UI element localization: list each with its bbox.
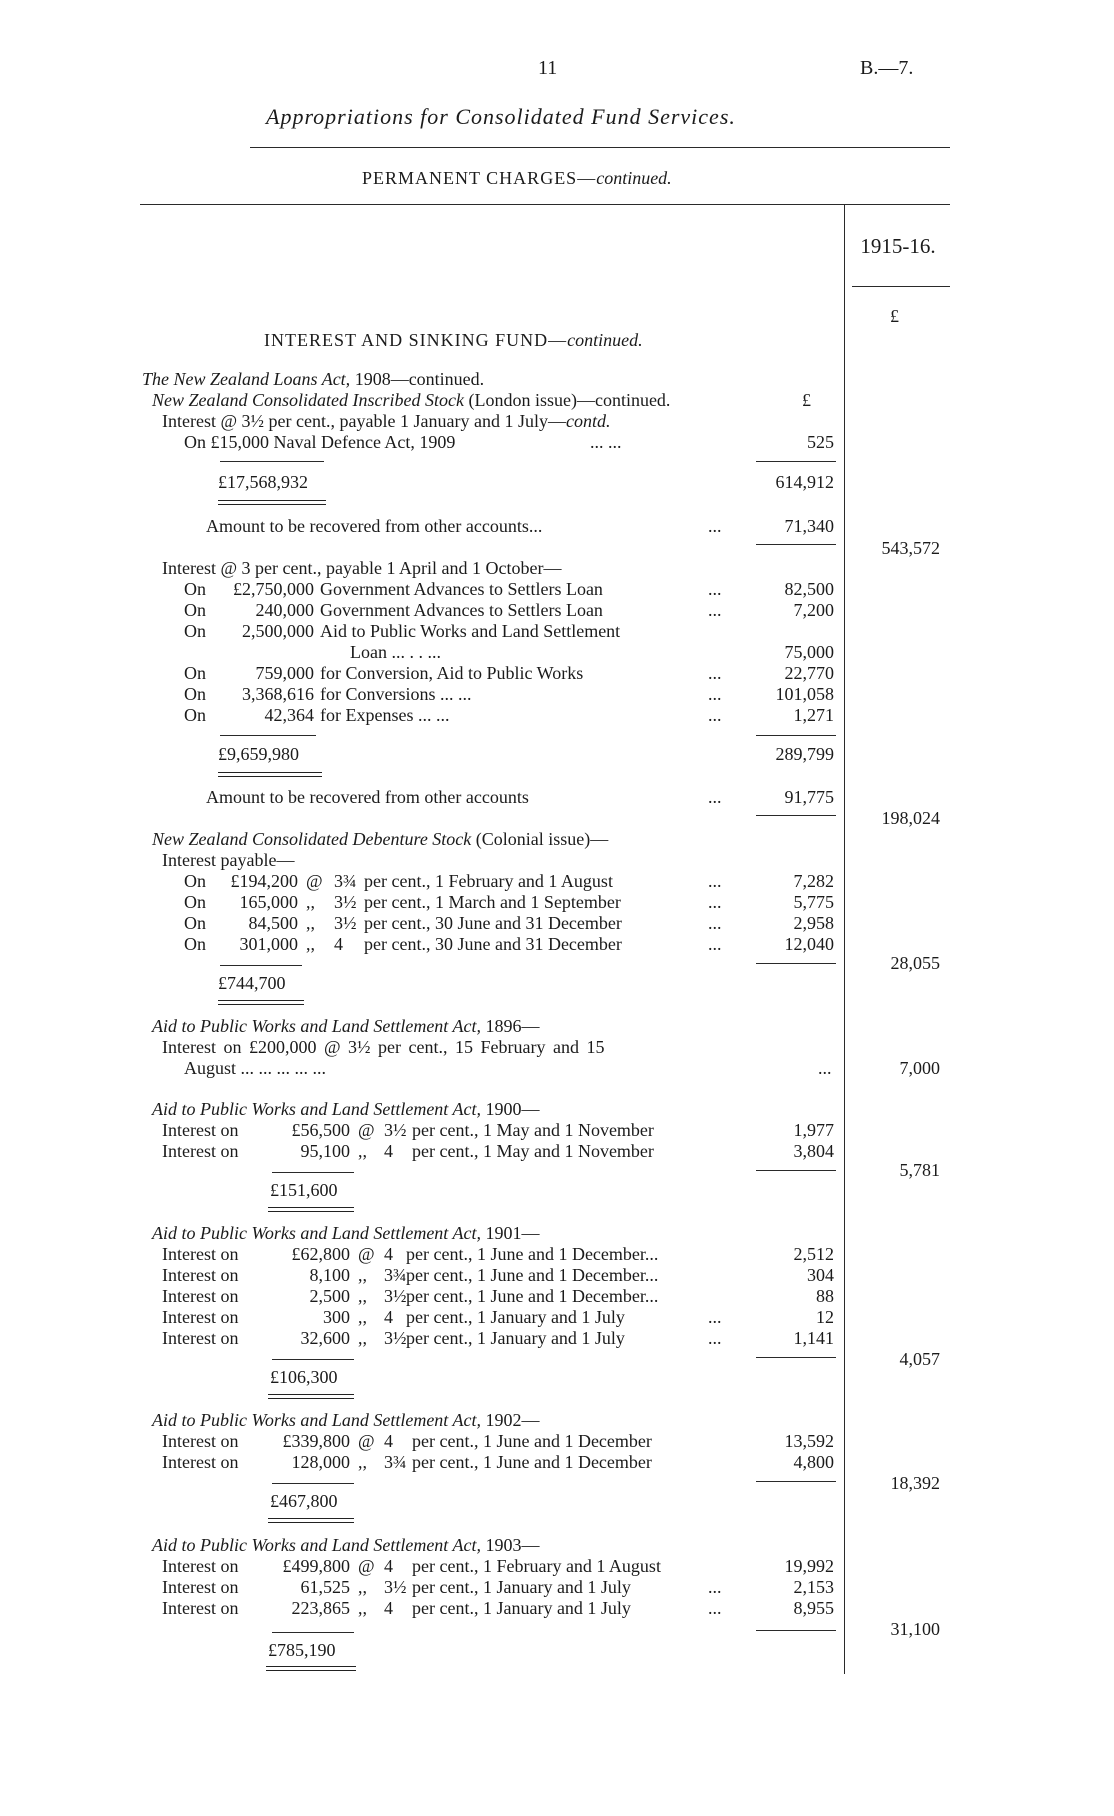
item-amount: 61,525 xyxy=(300,1577,350,1597)
item-label: Interest on xyxy=(162,1265,239,1285)
item-at: ,, xyxy=(358,1598,367,1618)
item-value: 1,977 xyxy=(793,1120,834,1140)
item-desc: for Expenses ... ... xyxy=(320,705,450,725)
item-desc: per cent., 1 May and 1 November xyxy=(412,1141,654,1161)
item-rate: 4 xyxy=(384,1141,393,1161)
total1-value: 614,912 xyxy=(775,472,834,492)
item-on: On xyxy=(184,579,206,599)
act-1908-heading-rest: 1908—continued. xyxy=(350,369,485,389)
act-1903-net-value: 31,100 xyxy=(890,1619,940,1639)
item-at: ,, xyxy=(358,1286,367,1306)
item-desc: per cent., 1 June and 1 December... xyxy=(406,1265,659,1285)
item-value: 1,271 xyxy=(793,705,834,725)
total2-value: 289,799 xyxy=(775,744,834,764)
item-amount: 2,500,000 xyxy=(242,621,314,641)
debenture-value-rule xyxy=(756,963,836,964)
act-1901-heading-rest: 1901— xyxy=(480,1223,540,1243)
item-desc: per cent., 30 June and 31 December xyxy=(364,934,622,954)
act-1900-total-label: £151,600 xyxy=(270,1180,338,1200)
item-amount: 95,100 xyxy=(300,1141,350,1161)
item-desc: for Conversions ... ... xyxy=(320,684,472,704)
item-desc: Aid to Public Works and Land Settlement xyxy=(320,621,621,641)
total1-value-rule xyxy=(756,461,836,462)
item-desc: per cent., 1 January and 1 July xyxy=(406,1307,625,1327)
item-on: On xyxy=(184,871,206,891)
total2-rule xyxy=(220,735,316,736)
section-title-main: INTEREST AND SINKING FUND— xyxy=(264,330,568,350)
item-rate: 3½ xyxy=(334,892,357,912)
item-rate: 4 xyxy=(334,934,343,954)
item-value: 1,141 xyxy=(793,1328,834,1348)
inscribed-stock-rest: (London issue)—continued. xyxy=(463,390,671,410)
total2-value-rule xyxy=(756,735,836,736)
debenture-heading xyxy=(152,829,608,850)
item-at: @ xyxy=(358,1431,375,1451)
item-desc: per cent., 1 March and 1 September xyxy=(364,892,621,912)
item-rate: 3½ xyxy=(334,913,357,933)
item-at: @ xyxy=(358,1556,375,1576)
recovered1-label: Amount to be recovered from other accounts... xyxy=(206,516,543,536)
item-on: On xyxy=(184,705,206,725)
recovered2-rule xyxy=(756,815,836,816)
item-amount: £499,800 xyxy=(282,1556,350,1576)
item-value: 22,770 xyxy=(784,663,834,683)
inscribed-stock-heading xyxy=(152,390,670,411)
item-desc: per cent., 1 June and 1 December... xyxy=(406,1244,659,1264)
item-value: 2,153 xyxy=(793,1577,834,1597)
act-1901-value-rule xyxy=(756,1357,836,1358)
item-value: 82,500 xyxy=(784,579,834,599)
section-subtitle xyxy=(362,168,672,189)
item-label: Interest on xyxy=(162,1452,239,1472)
act-1896-heading-italic: Aid to Public Works and Land Settlement Act, xyxy=(152,1016,481,1036)
item-value: 5,775 xyxy=(793,892,834,912)
year-column-border xyxy=(844,204,845,1674)
interest-3-line: Interest @ 3 per cent., payable 1 April and 1 October— xyxy=(162,558,562,578)
act-1896-line1: Interest on £200,000 @ 3½ per cent., 15 February and 15 xyxy=(162,1037,605,1057)
subtitle-continued: continued. xyxy=(596,168,672,188)
recovered2-dots: ... xyxy=(708,787,722,807)
item-value: 101,058 xyxy=(775,684,834,704)
item-rate: 4 xyxy=(384,1598,393,1618)
item-rate: 3½ xyxy=(384,1328,407,1348)
item-dots: ... xyxy=(708,705,722,725)
act-1903-heading xyxy=(152,1535,539,1556)
debenture-heading-italic: New Zealand Consolidated Debenture Stock xyxy=(152,829,472,849)
item-label: Interest on xyxy=(162,1431,239,1451)
item-value: 75,000 xyxy=(784,642,834,662)
act-1901-double-rule xyxy=(268,1394,354,1399)
item-rate: 3¾ xyxy=(384,1452,407,1472)
act-1908-heading xyxy=(142,369,484,390)
act-1896-dots: ... xyxy=(818,1058,832,1078)
item-desc: per cent., 1 February and 1 August xyxy=(364,871,613,891)
act-1902-value-rule xyxy=(756,1481,836,1482)
item-value: 12 xyxy=(816,1307,834,1327)
item-at: ,, xyxy=(358,1307,367,1327)
item-desc: per cent., 1 February and 1 August xyxy=(412,1556,661,1576)
recovered1-value: 71,340 xyxy=(784,516,834,536)
item-value: 88 xyxy=(816,1286,834,1306)
item-desc: per cent., 1 January and 1 July xyxy=(406,1328,625,1348)
debenture-heading-rest: (Colonial issue)— xyxy=(471,829,609,849)
item-dots: ... xyxy=(708,663,722,683)
act-1901-heading xyxy=(152,1223,539,1244)
recovered2-value: 91,775 xyxy=(784,787,834,807)
item-value: 12,040 xyxy=(784,934,834,954)
item-dots: ... xyxy=(708,934,722,954)
section-title xyxy=(264,330,643,351)
item-amount: 165,000 xyxy=(239,892,298,912)
item-amount: 84,500 xyxy=(248,913,298,933)
item-value: 13,592 xyxy=(784,1431,834,1451)
naval-defence-label: On £15,000 Naval Defence Act, 1909 xyxy=(184,432,456,452)
item-on: On xyxy=(184,684,206,704)
item-on: On xyxy=(184,913,206,933)
item-desc: per cent., 1 January and 1 July xyxy=(412,1577,631,1597)
item-value: 2,512 xyxy=(793,1244,834,1264)
total1-label: £17,568,932 xyxy=(218,472,308,492)
item-at: @ xyxy=(358,1244,375,1264)
recovered1-rule xyxy=(756,544,836,545)
item-amount: £194,200 xyxy=(230,871,298,891)
item-desc: per cent., 1 June and 1 December xyxy=(412,1431,652,1451)
act-1900-heading-italic: Aid to Public Works and Land Settlement Act, xyxy=(152,1099,481,1119)
item-label: Interest on xyxy=(162,1286,239,1306)
item-on: On xyxy=(184,892,206,912)
item-label: Interest on xyxy=(162,1120,239,1140)
section-title-continued: continued. xyxy=(567,330,643,350)
act-1901-total-rule xyxy=(272,1359,354,1360)
act-1903-heading-italic: Aid to Public Works and Land Settlement Act, xyxy=(152,1535,481,1555)
page-title: Appropriations for Consolidated Fund Services. xyxy=(266,104,736,129)
act-1902-heading-italic: Aid to Public Works and Land Settlement Act, xyxy=(152,1410,481,1430)
item-amount: 42,364 xyxy=(264,705,314,725)
item-amount: 128,000 xyxy=(291,1452,350,1472)
year-unit: £ xyxy=(890,306,899,326)
naval-defence-dots: ... ... xyxy=(590,432,622,452)
item-amount: £339,800 xyxy=(282,1431,350,1451)
item-label: Interest on xyxy=(162,1244,239,1264)
item-at: ,, xyxy=(306,892,315,912)
item-on: On xyxy=(184,934,206,954)
item-desc: per cent., 1 May and 1 November xyxy=(412,1120,654,1140)
item-value: 4,800 xyxy=(793,1452,834,1472)
item-value: 8,955 xyxy=(793,1598,834,1618)
item-label: Interest on xyxy=(162,1141,239,1161)
act-1902-net-value: 18,392 xyxy=(890,1473,940,1493)
interest-3-5-text: Interest @ 3½ per cent., payable 1 January and 1 July— xyxy=(162,411,566,431)
act-1901-total-label: £106,300 xyxy=(270,1367,338,1387)
item-label: Interest on xyxy=(162,1598,239,1618)
table-top-rule xyxy=(140,204,950,205)
item-amount: 3,368,616 xyxy=(242,684,314,704)
act-1903-double-rule xyxy=(266,1666,356,1671)
item-value: 3,804 xyxy=(793,1141,834,1161)
act-1900-heading-rest: 1900— xyxy=(480,1099,540,1119)
net1-value: 543,572 xyxy=(881,538,940,558)
act-1900-heading xyxy=(152,1099,539,1120)
page-number: 11 xyxy=(538,57,558,79)
net2-value: 198,024 xyxy=(881,808,940,828)
total2-double-rule xyxy=(218,772,322,777)
act-1903-value-rule xyxy=(756,1630,836,1631)
item-label: Interest on xyxy=(162,1556,239,1576)
item-at: ,, xyxy=(358,1328,367,1348)
item-value: 304 xyxy=(807,1265,834,1285)
item-dots: ... xyxy=(708,1328,722,1348)
item-rate: 4 xyxy=(384,1307,393,1327)
subtitle-main: PERMANENT CHARGES— xyxy=(362,168,597,188)
item-at: @ xyxy=(306,871,323,891)
item-rate: 3¾ xyxy=(334,871,357,891)
document-code: B.—7. xyxy=(860,57,914,79)
item-rate: 3½ xyxy=(384,1120,407,1140)
interest-payable: Interest payable— xyxy=(162,850,295,870)
item-at: @ xyxy=(358,1120,375,1140)
item-dots: ... xyxy=(708,1598,722,1618)
item-amount: £56,500 xyxy=(291,1120,350,1140)
item-dots: ... xyxy=(708,913,722,933)
act-1902-heading-rest: 1902— xyxy=(480,1410,540,1430)
item-amount: 223,865 xyxy=(291,1598,350,1618)
act-1896-heading-rest: 1896— xyxy=(480,1016,540,1036)
year-heading-rule xyxy=(852,286,950,287)
act-1903-total-label: £785,190 xyxy=(268,1640,336,1660)
debenture-total-label: £744,700 xyxy=(218,973,286,993)
item-label: Interest on xyxy=(162,1328,239,1348)
item-at: ,, xyxy=(306,934,315,954)
total2-label: £9,659,980 xyxy=(218,744,299,764)
year-heading: 1915-16. xyxy=(860,234,936,258)
act-1901-net-value: 4,057 xyxy=(899,1349,940,1369)
item-value: 7,200 xyxy=(793,600,834,620)
item-on: On xyxy=(184,621,206,641)
act-1900-total-rule xyxy=(272,1172,354,1173)
item-dots: ... xyxy=(708,892,722,912)
act-1902-double-rule xyxy=(268,1518,354,1523)
debenture-net-value: 28,055 xyxy=(890,953,940,973)
act-1900-value-rule xyxy=(756,1170,836,1171)
act-1902-total-rule xyxy=(272,1483,354,1484)
item-at: ,, xyxy=(358,1577,367,1597)
item-amount: 32,600 xyxy=(300,1328,350,1348)
item-amount: 759,000 xyxy=(255,663,314,683)
recovered1-dots: ... xyxy=(708,516,722,536)
naval-defence-value: 525 xyxy=(807,432,834,452)
item-amount: 8,100 xyxy=(309,1265,350,1285)
item-at: ,, xyxy=(358,1452,367,1472)
item-amount: £62,800 xyxy=(291,1244,350,1264)
total1-double-rule xyxy=(218,500,326,505)
item-on: On xyxy=(184,600,206,620)
item-value: 7,282 xyxy=(793,871,834,891)
item-dots: ... xyxy=(708,1577,722,1597)
act-1902-heading xyxy=(152,1410,539,1431)
item-amount: 240,000 xyxy=(255,600,314,620)
item-desc: for Conversion, Aid to Public Works xyxy=(320,663,584,683)
item-label: Interest on xyxy=(162,1577,239,1597)
item-on: On xyxy=(184,663,206,683)
interest-3-5-contd: contd. xyxy=(565,411,611,431)
item-label: Interest on xyxy=(162,1307,239,1327)
item-amount: 300 xyxy=(323,1307,350,1327)
item-desc: per cent., 1 June and 1 December xyxy=(412,1452,652,1472)
interest-3-5-line xyxy=(162,411,610,432)
item-dots: ... xyxy=(708,1307,722,1327)
act-1902-total-label: £467,800 xyxy=(270,1491,338,1511)
act-1903-heading-rest: 1903— xyxy=(480,1535,540,1555)
item-at: ,, xyxy=(358,1265,367,1285)
item-value: 19,992 xyxy=(784,1556,834,1576)
inscribed-stock-italic: New Zealand Consolidated Inscribed Stock xyxy=(152,390,464,410)
item-dots: ... xyxy=(708,579,722,599)
item-dots: ... xyxy=(708,871,722,891)
item-rate: 4 xyxy=(384,1431,393,1451)
sub-unit: £ xyxy=(802,390,811,410)
debenture-total-rule xyxy=(220,965,302,966)
item-amount: 301,000 xyxy=(239,934,298,954)
item-desc: per cent., 1 January and 1 July xyxy=(412,1598,631,1618)
act-1908-heading-italic: The New Zealand Loans Act, xyxy=(142,369,351,389)
item-rate: 3½ xyxy=(384,1286,407,1306)
act-1896-net-value: 7,000 xyxy=(899,1058,940,1078)
item-rate: 4 xyxy=(384,1556,393,1576)
item-desc: Government Advances to Settlers Loan xyxy=(320,579,603,599)
recovered2-label: Amount to be recovered from other accounts xyxy=(206,787,529,807)
act-1896-line2: August ... ... ... ... ... xyxy=(184,1058,327,1078)
item-desc: per cent., 30 June and 31 December xyxy=(364,913,622,933)
item-rate: 3½ xyxy=(384,1577,407,1597)
item-rate: 3¾ xyxy=(384,1265,407,1285)
total1-rule xyxy=(220,461,324,462)
debenture-double-rule xyxy=(218,1000,304,1005)
item-desc: Government Advances to Settlers Loan xyxy=(320,600,603,620)
item-desc: Loan ... . . ... xyxy=(350,642,441,662)
item-value: 2,958 xyxy=(793,913,834,933)
title-rule xyxy=(250,147,950,148)
item-amount: £2,750,000 xyxy=(233,579,314,599)
item-dots: ... xyxy=(708,600,722,620)
item-at: ,, xyxy=(358,1141,367,1161)
act-1900-net-value: 5,781 xyxy=(899,1160,940,1180)
item-at: ,, xyxy=(306,913,315,933)
item-rate: 4 xyxy=(384,1244,393,1264)
item-desc: per cent., 1 June and 1 December... xyxy=(406,1286,659,1306)
item-amount: 2,500 xyxy=(309,1286,350,1306)
act-1896-heading xyxy=(152,1016,539,1037)
item-dots: ... xyxy=(708,684,722,704)
act-1901-heading-italic: Aid to Public Works and Land Settlement Act, xyxy=(152,1223,481,1243)
act-1903-total-rule xyxy=(272,1632,354,1633)
act-1900-double-rule xyxy=(268,1207,354,1212)
